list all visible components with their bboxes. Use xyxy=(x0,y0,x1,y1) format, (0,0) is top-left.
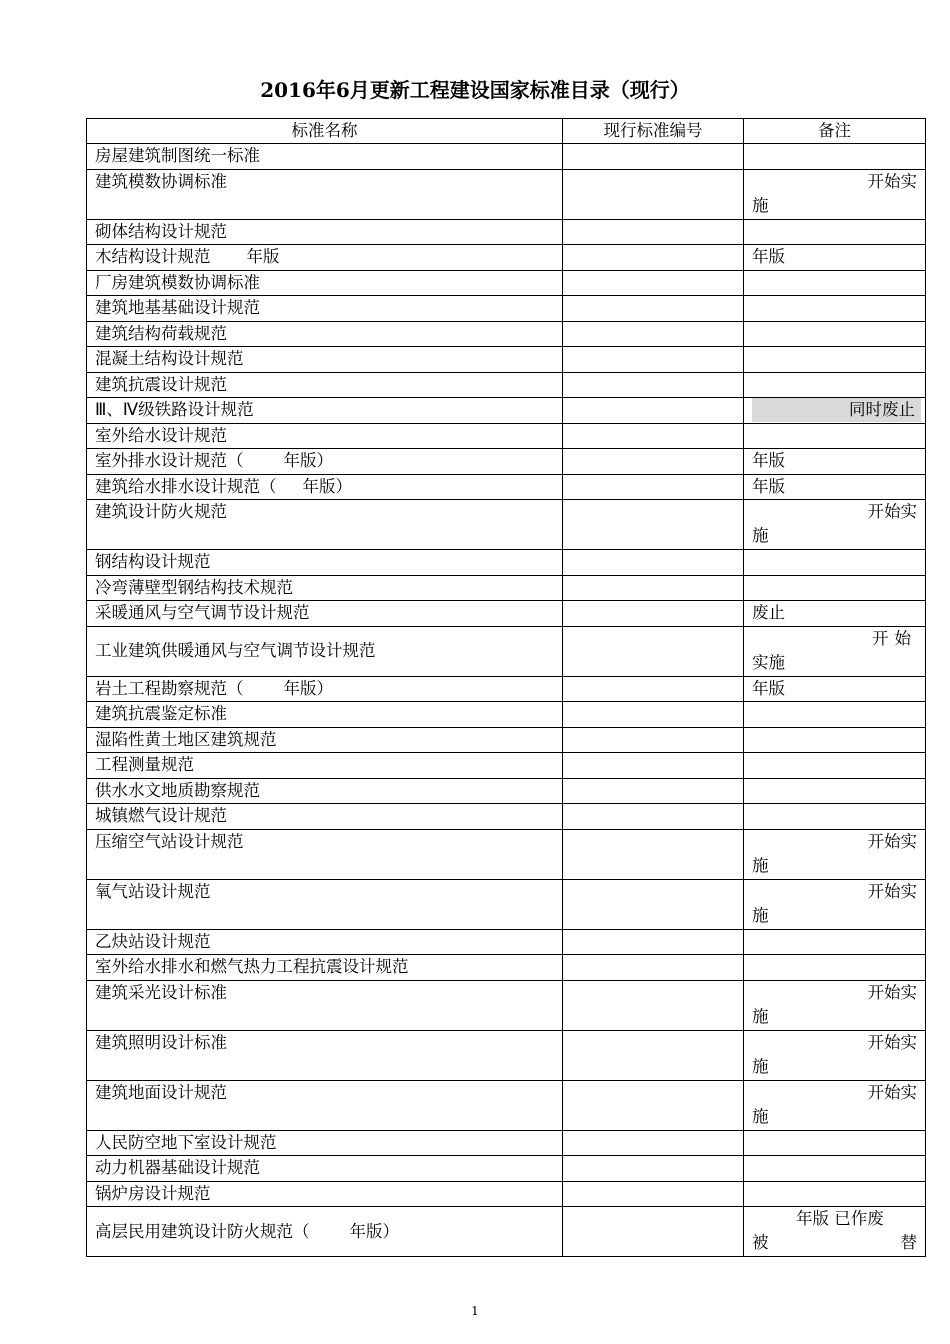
standard-note xyxy=(744,879,926,929)
standard-name: 工程测量规范 xyxy=(87,753,563,779)
table-row xyxy=(87,804,926,830)
standard-name: 建筑采光设计标准 xyxy=(87,980,563,1030)
note-char: 被 xyxy=(752,1233,769,1252)
standard-code xyxy=(563,778,744,804)
table-row xyxy=(87,778,926,804)
standard-name: 建筑给水排水设计规范（ 年版） xyxy=(87,474,563,500)
table-row xyxy=(87,296,926,322)
standard-note: 年版 xyxy=(744,676,926,702)
standard-code xyxy=(563,1156,744,1182)
standard-note xyxy=(744,929,926,955)
standard-name: 湿陷性黄土地区建筑规范 xyxy=(87,727,563,753)
note-text: 开始 xyxy=(872,628,917,648)
table-row xyxy=(87,601,926,627)
standard-code xyxy=(563,347,744,373)
table-row xyxy=(87,423,926,449)
standard-note xyxy=(744,398,926,424)
standards-table xyxy=(86,118,926,1257)
note-text: 施 xyxy=(752,1056,769,1076)
standard-code xyxy=(563,929,744,955)
standard-name: 室外给水设计规范 xyxy=(87,423,563,449)
standard-note xyxy=(744,169,926,219)
table-row xyxy=(87,980,926,1030)
note-text: 开始实 xyxy=(867,982,917,1002)
header-name: 标准名称 xyxy=(87,119,563,144)
standard-name: 供水水文地质勘察规范 xyxy=(87,778,563,804)
standard-code xyxy=(563,423,744,449)
standard-code xyxy=(563,676,744,702)
note-text: 开始实 xyxy=(867,171,917,191)
standard-note xyxy=(744,575,926,601)
table-row xyxy=(87,1130,926,1156)
standard-name: 钢结构设计规范 xyxy=(87,550,563,576)
note-text: 施 xyxy=(752,526,769,545)
standard-name: 建筑抗震鉴定标准 xyxy=(87,702,563,728)
standard-code xyxy=(563,321,744,347)
standard-note xyxy=(744,219,926,245)
page-number: 1 xyxy=(471,1304,479,1318)
standard-name: 房屋建筑制图统一标准 xyxy=(87,144,563,170)
table-row xyxy=(87,879,926,929)
standard-code xyxy=(563,980,744,1030)
table-row xyxy=(87,1207,926,1257)
table-row xyxy=(87,500,926,550)
note-text: 施 xyxy=(752,1106,769,1126)
table-row xyxy=(87,219,926,245)
note-text: 开始实 xyxy=(867,831,917,851)
standard-code xyxy=(563,804,744,830)
standard-name: 建筑地面设计规范 xyxy=(87,1080,563,1130)
standard-name: 工业建筑供暖通风与空气调节设计规范 xyxy=(87,626,563,676)
standard-code xyxy=(563,219,744,245)
note-text: 施 xyxy=(752,1006,769,1026)
standard-note xyxy=(744,321,926,347)
standard-name: 建筑照明设计标准 xyxy=(87,1030,563,1080)
standard-code xyxy=(563,753,744,779)
standard-name: 建筑地基基础设计规范 xyxy=(87,296,563,322)
standard-code xyxy=(563,1130,744,1156)
table-row xyxy=(87,1181,926,1207)
standard-code xyxy=(563,1080,744,1130)
standard-code xyxy=(563,879,744,929)
note-text: 同时废止 xyxy=(752,398,921,422)
standard-name: 冷弯薄壁型钢结构技术规范 xyxy=(87,575,563,601)
standard-note xyxy=(744,778,926,804)
standard-name: 木结构设计规范 年版 xyxy=(87,245,563,271)
table-row xyxy=(87,676,926,702)
table-row xyxy=(87,727,926,753)
table-row xyxy=(87,829,926,879)
standard-code xyxy=(563,500,744,550)
standard-name: 室外排水设计规范（ 年版） xyxy=(87,449,563,475)
standard-note: 年版 xyxy=(744,245,926,271)
standard-code xyxy=(563,575,744,601)
standard-name: 建筑模数协调标准 xyxy=(87,169,563,219)
note-text: 开始实 xyxy=(867,881,917,901)
standard-note xyxy=(744,727,926,753)
standard-name: 锅炉房设计规范 xyxy=(87,1181,563,1207)
standard-note xyxy=(744,626,926,676)
standard-note xyxy=(744,500,926,550)
standard-note xyxy=(744,955,926,981)
standard-note xyxy=(744,980,926,1030)
table-row xyxy=(87,474,926,500)
standard-code xyxy=(563,702,744,728)
note-text: 开始实 xyxy=(867,1032,917,1052)
standard-note: 年版 xyxy=(744,474,926,500)
standard-code xyxy=(563,296,744,322)
header-code: 现行标准编号 xyxy=(563,119,744,144)
standard-name: 氧气站设计规范 xyxy=(87,879,563,929)
standard-code xyxy=(563,1181,744,1207)
standard-code xyxy=(563,727,744,753)
standard-name: 岩土工程勘察规范（ 年版） xyxy=(87,676,563,702)
standard-note xyxy=(744,829,926,879)
table-row xyxy=(87,321,926,347)
standard-code xyxy=(563,449,744,475)
standard-code xyxy=(563,1030,744,1080)
standard-name: 动力机器基础设计规范 xyxy=(87,1156,563,1182)
standard-code xyxy=(563,270,744,296)
standard-code xyxy=(563,829,744,879)
table-row xyxy=(87,929,926,955)
standard-code xyxy=(563,474,744,500)
page-title: 2016年6月更新工程建设国家标准目录（现行） xyxy=(260,78,690,102)
standard-note xyxy=(744,423,926,449)
standard-name: 建筑结构荷载规范 xyxy=(87,321,563,347)
table-row xyxy=(87,169,926,219)
standard-code xyxy=(563,372,744,398)
standard-note xyxy=(744,1030,926,1080)
standard-name: 人民防空地下室设计规范 xyxy=(87,1130,563,1156)
table-row xyxy=(87,575,926,601)
standard-note: 废止 xyxy=(744,601,926,627)
table-row xyxy=(87,347,926,373)
standard-note xyxy=(744,144,926,170)
standard-name: 采暖通风与空气调节设计规范 xyxy=(87,601,563,627)
note-text: 实施 xyxy=(752,652,785,672)
standard-name: 压缩空气站设计规范 xyxy=(87,829,563,879)
standard-name: 乙炔站设计规范 xyxy=(87,929,563,955)
note-text: 施 xyxy=(752,195,769,215)
standard-name: 混凝土结构设计规范 xyxy=(87,347,563,373)
standard-name: 高层民用建筑设计防火规范（ 年版） xyxy=(87,1207,563,1257)
note-char: 替 xyxy=(900,1233,917,1252)
standard-note xyxy=(744,550,926,576)
table-header-row xyxy=(87,119,926,144)
table-row xyxy=(87,1030,926,1080)
standard-note xyxy=(744,1130,926,1156)
standard-name: 砌体结构设计规范 xyxy=(87,219,563,245)
standard-note xyxy=(744,1207,926,1257)
standard-note xyxy=(744,1156,926,1182)
table-row xyxy=(87,398,926,424)
standard-note xyxy=(744,347,926,373)
table-row xyxy=(87,702,926,728)
note-text: 开始实 xyxy=(867,1082,917,1102)
table-row xyxy=(87,955,926,981)
standard-note xyxy=(744,753,926,779)
note-text: 施 xyxy=(752,855,769,875)
standard-name: 建筑设计防火规范 xyxy=(87,500,563,550)
standard-code xyxy=(563,398,744,424)
note-text: 施 xyxy=(752,905,769,925)
table-row xyxy=(87,753,926,779)
standard-name: 厂房建筑模数协调标准 xyxy=(87,270,563,296)
standard-code xyxy=(563,144,744,170)
standard-code xyxy=(563,1207,744,1257)
standard-note xyxy=(744,270,926,296)
standard-name: 城镇燃气设计规范 xyxy=(87,804,563,830)
standard-note xyxy=(744,372,926,398)
note-text: 年版 已作废 xyxy=(796,1209,884,1228)
standard-note xyxy=(744,702,926,728)
standard-name: Ⅲ、Ⅳ级铁路设计规范 xyxy=(87,398,563,424)
standard-name: 建筑抗震设计规范 xyxy=(87,372,563,398)
table-row xyxy=(87,1156,926,1182)
table-row xyxy=(87,550,926,576)
standard-note xyxy=(744,1080,926,1130)
header-note: 备注 xyxy=(744,119,926,144)
table-row xyxy=(87,626,926,676)
table-row xyxy=(87,449,926,475)
table-row xyxy=(87,270,926,296)
table-row xyxy=(87,245,926,271)
standard-code xyxy=(563,601,744,627)
table-row xyxy=(87,144,926,170)
standard-code xyxy=(563,955,744,981)
standard-note: 年版 xyxy=(744,449,926,475)
note-text: 开始实 xyxy=(867,502,917,521)
note-text xyxy=(752,1231,917,1255)
standard-note xyxy=(744,296,926,322)
standard-note xyxy=(744,1181,926,1207)
standard-code xyxy=(563,626,744,676)
standard-code xyxy=(563,245,744,271)
standard-code xyxy=(563,550,744,576)
table-row xyxy=(87,1080,926,1130)
standard-name: 室外给水排水和燃气热力工程抗震设计规范 xyxy=(87,955,563,981)
standard-note xyxy=(744,804,926,830)
table-row xyxy=(87,372,926,398)
standard-code xyxy=(563,169,744,219)
